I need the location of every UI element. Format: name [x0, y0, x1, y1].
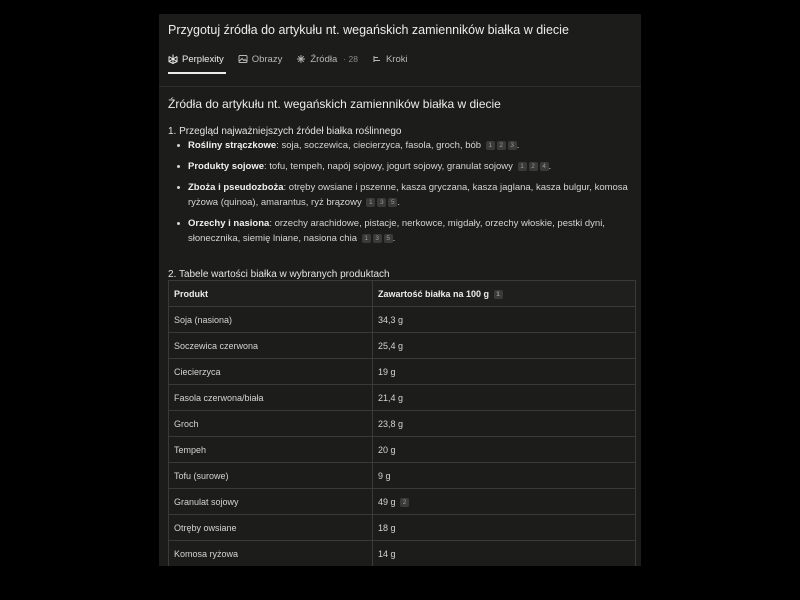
perplexity-icon: [168, 54, 178, 64]
protein-cell: [373, 489, 636, 515]
answer-panel: [159, 14, 641, 566]
table-row: [169, 385, 636, 411]
column-header-protein: [373, 281, 636, 307]
section-2-title: 2. Tabele wartości białka w wybranych produktach: [168, 269, 390, 280]
tab-label: Obrazy: [251, 53, 283, 65]
tabs-divider: [159, 86, 641, 87]
sources-icon: [296, 54, 306, 64]
list-item-bold: Rośliny strączkowe: [188, 140, 277, 151]
table-header-row: [169, 281, 636, 307]
list-item-end: .: [516, 140, 520, 151]
protein-value: 9 g: [378, 470, 391, 481]
list-item-bold: Zboża i pseudozboża: [188, 182, 284, 193]
answer-heading: Źródła do artykułu nt. wegańskich zamienników białka w diecie: [168, 97, 501, 111]
product-cell: Soja (nasiona): [169, 307, 373, 333]
citation-badge[interactable]: 2: [497, 141, 506, 150]
list-item-text: : soja, soczewica, ciecierzyca, fasola, groch, bób: [276, 140, 482, 151]
protein-cell: [373, 411, 636, 437]
protein-sources-list: [168, 138, 633, 252]
protein-value: 34,3 g: [378, 314, 404, 325]
citation-badge[interactable]: 3: [508, 141, 517, 150]
table-row: [169, 489, 636, 515]
sources-count: · 28: [343, 54, 358, 64]
protein-value: 19 g: [378, 366, 396, 377]
table-row: [169, 333, 636, 359]
protein-value: 14 g: [378, 548, 396, 559]
table-row: [169, 411, 636, 437]
protein-cell: [373, 385, 636, 411]
list-item: [168, 138, 633, 153]
tab-label: Źródła: [310, 53, 338, 65]
tab-label: Kroki: [385, 53, 408, 65]
product-cell: Fasola czerwona/biała: [169, 385, 373, 411]
citation-badge[interactable]: 1: [518, 162, 527, 171]
list-item-end: .: [548, 161, 552, 172]
citation-badge[interactable]: 1: [494, 290, 503, 299]
citation-badge[interactable]: 1: [486, 141, 495, 150]
citation-badge[interactable]: 3: [373, 234, 382, 243]
citation-badge[interactable]: 4: [540, 162, 549, 171]
protein-value: 18 g: [378, 522, 396, 533]
list-item-bold: Produkty sojowe: [188, 161, 265, 172]
list-item-end: .: [392, 233, 396, 244]
table-row: [169, 515, 636, 541]
product-cell: Granulat sojowy: [169, 489, 373, 515]
list-item: [168, 216, 633, 246]
section-1-title: 1. Przegląd najważniejszych źródeł białka roślinnego: [168, 126, 402, 137]
query-title: Przygotuj źródła do artykułu nt. wegańskich zamienników białka w diecie: [168, 23, 569, 37]
protein-table: [168, 280, 636, 566]
product-cell: Otręby owsiane: [169, 515, 373, 541]
protein-cell: [373, 463, 636, 489]
citation-badge[interactable]: 5: [388, 198, 397, 207]
protein-value: 23,8 g: [378, 418, 404, 429]
product-cell: Tofu (surowe): [169, 463, 373, 489]
protein-cell: [373, 515, 636, 541]
protein-cell: [373, 359, 636, 385]
table-row: [169, 541, 636, 567]
list-item-text: : orzechy arachidowe, pistacje, nerkowce, migdały, orzechy włoskie, pestki dyni, słonecznika, siemię lniane, nasiona chia: [188, 218, 605, 244]
result-tabs: [168, 47, 422, 71]
citation-badge[interactable]: 1: [362, 234, 371, 243]
tab-images[interactable]: [238, 47, 283, 71]
tab-label: Perplexity: [182, 53, 224, 65]
citation-badge[interactable]: 5: [384, 234, 393, 243]
citation-badge[interactable]: 2: [400, 498, 409, 507]
protein-cell: [373, 541, 636, 567]
protein-value: 20 g: [378, 444, 396, 455]
citation-badge[interactable]: 1: [366, 198, 375, 207]
column-header-product: Produkt: [169, 281, 373, 307]
tab-perplexity[interactable]: [168, 47, 224, 71]
product-cell: Tempeh: [169, 437, 373, 463]
citation-badge[interactable]: 3: [377, 198, 386, 207]
table-row: [169, 359, 636, 385]
table-row: [169, 463, 636, 489]
protein-value: 25,4 g: [378, 340, 404, 351]
list-item-text: : tofu, tempeh, napój sojowy, jogurt sojowy, granulat sojowy: [264, 161, 513, 172]
protein-value: 49 g: [378, 496, 396, 507]
list-item: [168, 159, 633, 174]
list-item-text: : otręby owsiane i pszenne, kasza gryczana, kasza jaglana, kasza bulgur, komosa ryżowa (quinoa), amarantus, ryż brązowy: [188, 182, 628, 208]
list-item-end: .: [397, 197, 400, 208]
column-header-protein-label: Zawartość białka na 100 g: [378, 288, 490, 299]
steps-icon: [372, 54, 382, 64]
tab-steps[interactable]: [372, 47, 408, 71]
product-cell: Komosa ryżowa: [169, 541, 373, 567]
protein-cell: [373, 307, 636, 333]
protein-value: 21,4 g: [378, 392, 404, 403]
table-row: [169, 307, 636, 333]
product-cell: Ciecierzyca: [169, 359, 373, 385]
table-row: [169, 437, 636, 463]
product-cell: Groch: [169, 411, 373, 437]
image-icon: [238, 54, 248, 64]
protein-cell: [373, 333, 636, 359]
citation-badge[interactable]: 2: [529, 162, 538, 171]
product-cell: Soczewica czerwona: [169, 333, 373, 359]
table-body: [169, 307, 636, 567]
protein-cell: [373, 437, 636, 463]
list-item: [168, 180, 633, 210]
list-item-bold: Orzechy i nasiona: [188, 218, 270, 229]
tab-sources[interactable]: [296, 47, 358, 71]
